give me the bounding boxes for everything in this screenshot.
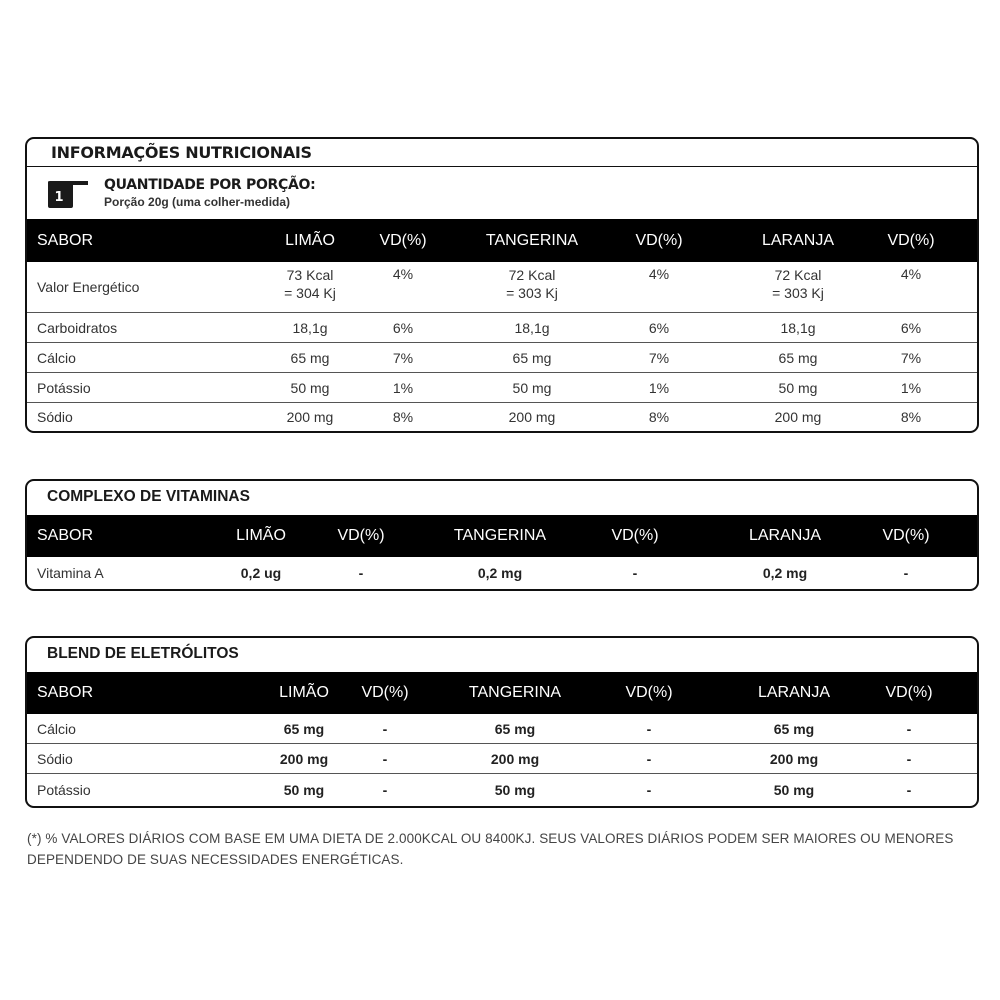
electrolytes-panel bbox=[25, 636, 979, 808]
table-row bbox=[27, 403, 977, 431]
cell-tangerina: 0,2 mg bbox=[477, 565, 523, 581]
row-label: Carboidratos bbox=[37, 319, 118, 336]
cell-vd-laranja: - bbox=[903, 565, 909, 581]
cell-vd-limao: 8% bbox=[392, 409, 414, 425]
cell-vd-laranja: 6% bbox=[900, 319, 922, 336]
vitamins-table-header bbox=[27, 515, 977, 557]
measuring-scoop-icon bbox=[47, 179, 89, 209]
cell-vd-laranja: 7% bbox=[900, 349, 922, 366]
cell-vd-limao: - bbox=[382, 750, 388, 767]
row-label: Potássio bbox=[37, 379, 91, 396]
table-row bbox=[27, 262, 977, 313]
header-vd-limao: VD(%) bbox=[379, 231, 427, 249]
cell-vd-laranja: 8% bbox=[900, 409, 922, 425]
row-label: Cálcio bbox=[37, 349, 76, 366]
row-label: Potássio bbox=[37, 782, 91, 798]
table-row bbox=[27, 714, 977, 744]
nutrition-facts-title: INFORMAÇÕES NUTRICIONAIS bbox=[27, 139, 977, 167]
cell-vd-tangerina: - bbox=[646, 720, 652, 737]
cell-laranja: 200 mg bbox=[769, 750, 819, 767]
header-vd-tangerina: VD(%) bbox=[635, 231, 683, 249]
cell-vd-limao: - bbox=[382, 782, 388, 798]
header-vd-laranja: VD(%) bbox=[882, 527, 930, 544]
cell-vd-tangerina: 1% bbox=[648, 379, 670, 396]
cell-limao bbox=[284, 262, 336, 312]
cell-laranja: 50 mg bbox=[778, 379, 818, 396]
vitamins-title: COMPLEXO DE VITAMINAS bbox=[47, 488, 250, 505]
header-vd-tangerina: VD(%) bbox=[625, 684, 673, 701]
header-limao: LIMÃO bbox=[279, 684, 329, 701]
cell-vd-tangerina: 8% bbox=[648, 409, 670, 425]
cell-vd-limao: 7% bbox=[392, 349, 414, 366]
electrolytes-title: BLEND DE ELETRÓLITOS bbox=[47, 645, 239, 662]
header-limao: LIMÃO bbox=[236, 527, 286, 544]
table-row bbox=[27, 343, 977, 373]
cell-limao: 50 mg bbox=[283, 782, 325, 798]
vitamins-panel bbox=[25, 479, 979, 591]
cell-limao: 0,2 ug bbox=[240, 565, 282, 581]
cell-limao: 200 mg bbox=[279, 750, 329, 767]
header-flavor: SABOR bbox=[37, 231, 94, 249]
cell-vd-tangerina: - bbox=[646, 750, 652, 767]
cell-vd-laranja: 4% bbox=[900, 266, 922, 282]
table-row bbox=[27, 313, 977, 343]
cell-vd-limao: - bbox=[358, 565, 364, 581]
cell-vd-limao: 4% bbox=[392, 266, 414, 282]
cell-vd-limao: 1% bbox=[392, 379, 414, 396]
cell-limao: 65 mg bbox=[290, 349, 330, 366]
scoop-number: 1 bbox=[54, 190, 64, 205]
cell-tangerina: 50 mg bbox=[494, 782, 536, 798]
header-laranja: LARANJA bbox=[761, 231, 835, 249]
header-laranja: LARANJA bbox=[757, 684, 831, 701]
cell-tangerina: 50 mg bbox=[512, 379, 552, 396]
row-label: Vitamina A bbox=[37, 565, 104, 581]
daily-values-footnote: (*) % VALORES DIÁRIOS COM BASE EM UMA DIETA DE 2.000KCAL OU 8400KJ. SEUS VALORES DIÁRIOS PODEM SER MAIORES OU MENORES DEPENDENDO DE SUAS NECESSIDADES ENERGÉTICAS. bbox=[27, 831, 954, 867]
cell-tangerina: 18,1g bbox=[514, 319, 550, 336]
header-limao: LIMÃO bbox=[285, 231, 335, 249]
cell-vd-limao: 6% bbox=[392, 319, 414, 336]
cell-tangerina-kcal: 72 Kcal bbox=[508, 267, 556, 283]
cell-limao: 18,1g bbox=[292, 319, 328, 336]
nutrition-table-header bbox=[27, 219, 977, 262]
cell-vd-tangerina: 6% bbox=[648, 319, 670, 336]
header-vd-tangerina: VD(%) bbox=[611, 527, 659, 544]
row-label: Cálcio bbox=[37, 720, 76, 737]
electrolytes-table-body bbox=[27, 714, 977, 806]
cell-vd-limao: - bbox=[382, 720, 388, 737]
header-vd-laranja: VD(%) bbox=[887, 231, 935, 249]
header-flavor: SABOR bbox=[37, 684, 94, 701]
table-row bbox=[27, 373, 977, 403]
header-vd-limao: VD(%) bbox=[337, 527, 385, 544]
cell-laranja-kcal: 72 Kcal bbox=[774, 267, 822, 283]
row-label: Sódio bbox=[37, 750, 73, 767]
portion-title: QUANTIDADE POR PORÇÃO: bbox=[104, 177, 316, 193]
cell-vd-tangerina: 7% bbox=[648, 349, 670, 366]
cell-limao: 200 mg bbox=[286, 409, 334, 425]
cell-tangerina: 200 mg bbox=[490, 750, 540, 767]
cell-limao: 65 mg bbox=[283, 720, 325, 737]
cell-vd-tangerina: 4% bbox=[648, 266, 670, 282]
cell-vd-laranja: - bbox=[906, 750, 912, 767]
header-laranja: LARANJA bbox=[748, 527, 822, 544]
header-tangerina: TANGERINA bbox=[468, 684, 562, 701]
portion-description: Porção 20g (uma colher-medida) bbox=[104, 195, 291, 209]
cell-tangerina-kj: = 303 Kj bbox=[506, 285, 558, 301]
cell-limao-kcal: 73 Kcal bbox=[286, 267, 334, 283]
cell-vd-laranja: 1% bbox=[900, 379, 922, 396]
cell-laranja-kj: = 303 Kj bbox=[772, 285, 824, 301]
header-tangerina: TANGERINA bbox=[453, 527, 547, 544]
cell-limao: 50 mg bbox=[290, 379, 330, 396]
cell-tangerina: 65 mg bbox=[494, 720, 536, 737]
cell-vd-tangerina: - bbox=[632, 565, 638, 581]
cell-vd-laranja: - bbox=[906, 720, 912, 737]
cell-tangerina bbox=[506, 262, 558, 312]
header-flavor: SABOR bbox=[37, 527, 94, 544]
cell-laranja: 0,2 mg bbox=[762, 565, 808, 581]
cell-laranja: 200 mg bbox=[774, 409, 822, 425]
table-row bbox=[27, 774, 977, 806]
cell-laranja: 18,1g bbox=[780, 319, 816, 336]
cell-vd-tangerina: - bbox=[646, 782, 652, 798]
electrolytes-table-header bbox=[27, 672, 977, 714]
cell-laranja: 65 mg bbox=[778, 349, 818, 366]
vitamins-table-body bbox=[27, 557, 977, 589]
nutrition-table-body bbox=[27, 262, 977, 431]
cell-laranja: 65 mg bbox=[773, 720, 815, 737]
table-row bbox=[27, 557, 977, 589]
portion-info bbox=[27, 167, 977, 219]
cell-vd-laranja: - bbox=[906, 782, 912, 798]
cell-laranja bbox=[772, 262, 824, 312]
header-vd-laranja: VD(%) bbox=[885, 684, 933, 701]
cell-tangerina: 65 mg bbox=[512, 349, 552, 366]
cell-laranja: 50 mg bbox=[773, 782, 815, 798]
row-label: Valor Energético bbox=[37, 279, 140, 295]
cell-limao-kj: = 304 Kj bbox=[284, 285, 336, 301]
table-row bbox=[27, 744, 977, 774]
header-tangerina: TANGERINA bbox=[485, 231, 579, 249]
nutrition-facts-panel bbox=[25, 137, 979, 433]
header-vd-limao: VD(%) bbox=[361, 684, 409, 701]
cell-tangerina: 200 mg bbox=[508, 409, 556, 425]
row-label: Sódio bbox=[37, 409, 73, 425]
